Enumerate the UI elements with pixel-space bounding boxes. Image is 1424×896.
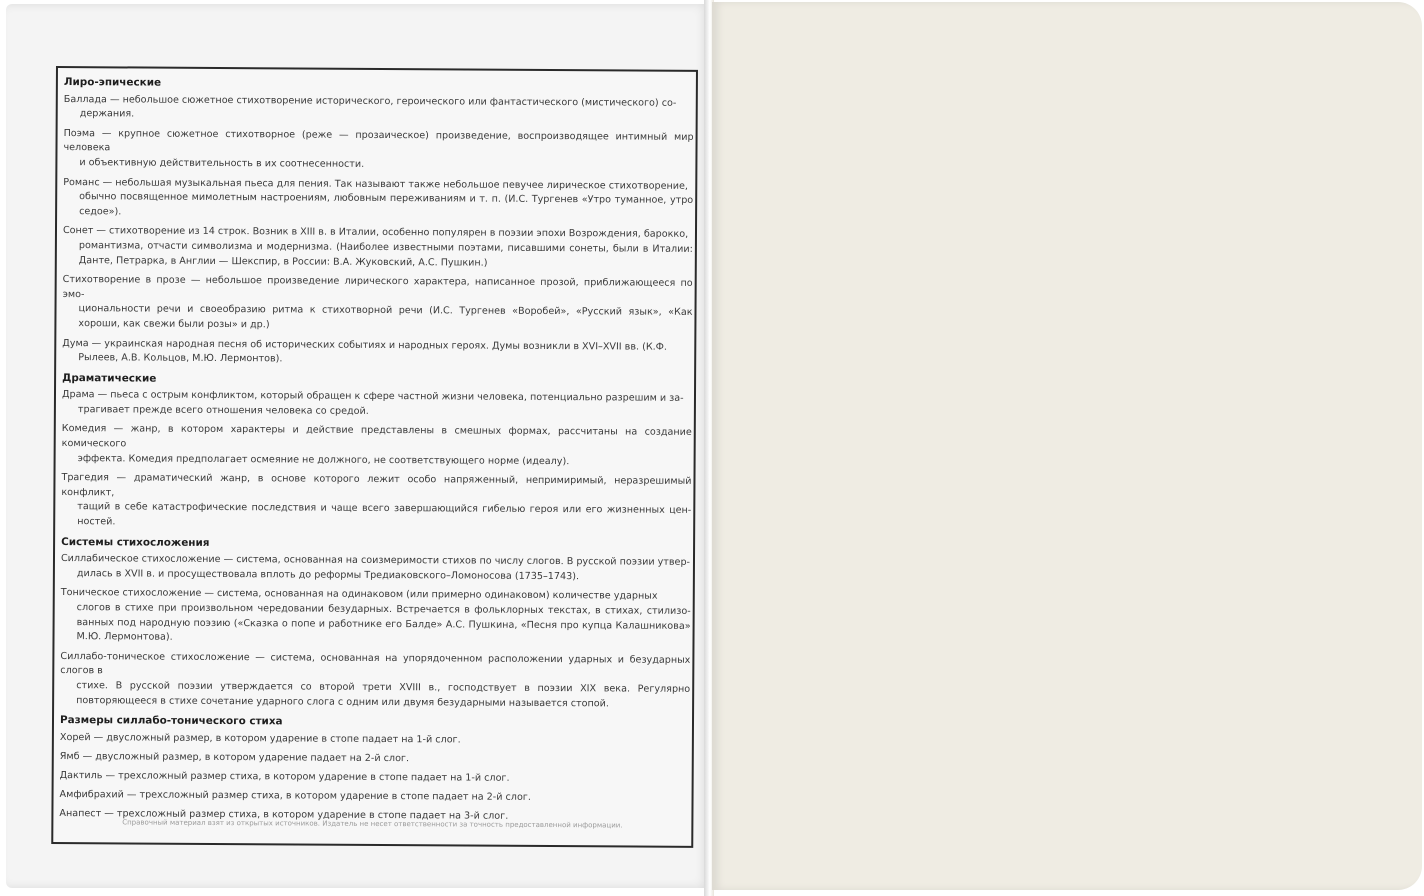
section-heading-meters: Размеры силлабо-тонического стиха [59, 714, 283, 728]
entry-continuation: держания. [79, 108, 135, 120]
entry-continuation: дилась в XVII в. и просуществовала вплоть до реформы Тредиаковского–Ломоносова (1735–1743). [76, 567, 580, 583]
entry-continuation: трагивает прежде всего отношения человека со средой. [77, 404, 369, 417]
entry-first-line: Силлабо-тоническое стихосложение — система, основанная на упорядоченном расположении ударных и безударных слогов в [60, 650, 691, 677]
meter-amphibrach: Амфибрахий — трехсложный размер стиха, в котором ударение в стопе падает на 2-й слог. [59, 788, 531, 803]
reference-content [59, 74, 694, 830]
entry-continuation: тащий в себе катастрофические последствия и чаще всего завершающийся гибелью героя или его жизненных цен- ностей. [77, 501, 692, 528]
entry-first-line: Комедия — жанр, в котором характеры и действие представлены в смешных формах, рассчитаны на создание комического [61, 423, 692, 450]
entry-first-line: Баллада — небольшое сюжетное стихотворение исторического, героического или фантастического (мистического) со- [63, 93, 677, 109]
entry-first-line: Стихотворение в прозе — небольшое произведение лирического характера, написанное прозой, приближающееся по эмо- [62, 274, 693, 300]
meter-dactyl: Дактиль — трехсложный размер стиха, в котором ударение в стопе падает на 1-й слог. [59, 769, 510, 784]
meter-trochee: Хорей — двусложный размер, в котором ударение в стопе падает на 1-й слог. [59, 731, 461, 746]
entry-first-line: Поэма — крупное сюжетное стихотворное (реже — прозаическое) произведение, воспроизводящее интимный мир человека [63, 127, 694, 154]
entry-first-line: Силлабическое стихосложение — система, основанная на соизмеримости стихов по числу слогов. В русской поэзии утвер- [60, 553, 691, 569]
entry-continuation: романтизма, отчасти символизма и модернизма. (Наиболее известными поэтами, писавшими сонеты, были в Италии: Данте, Петрарка, в Англии — Шекспир, в России: В.А. Жуковский, А.С. Пушкин.) [78, 240, 693, 269]
entry-romance [63, 176, 693, 224]
entry-continuation: слогов в стихе при произвольном чередовании безударных. Встречается в фольклорных текстах, в стихах, стилизо- ванных под народную поэзию («Сказка о попе и работнике его Балде» А.С. Пушкина, «Песня про купца Калашникова» М.Ю. Лермонтова). [76, 602, 691, 643]
entry-continuation: Рылеев, А.В. Кольцов, М.Ю. Лермонтов). [78, 352, 283, 365]
entry-continuation: и объективную действительность в их соотнесенности. [79, 157, 365, 170]
entry-sonnet [63, 224, 693, 272]
entry-ballad [64, 93, 694, 126]
entry-continuation: эффекта. Комедия предполагает осмеяние не должного, не соответствующего норме (идеалу). [77, 452, 570, 467]
section-heading-versification: Системы стихосложения [61, 535, 210, 549]
right-page-blank [712, 2, 1422, 890]
entry-continuation: стихе. В русской поэзии утверждается со второй трети XVIII в., господствует в поэзии XIX века. Регулярно повторяющееся в стихе сочетание ударного слога с одним или двумя безударными называется стопой. [76, 680, 691, 709]
entry-poem [63, 127, 693, 175]
entry-tonic [60, 586, 690, 648]
entry-first-line: Трагедия — драматический жанр, в основе которого лежит особо напряженный, непримиримый, неразрешимый конфликт, [61, 472, 692, 499]
entry-first-line: Драма — пьеса с острым конфликтом, который обращен к сфере частной жизни человека, потенциально разрешим и за- [61, 389, 684, 405]
meter-anapest: Анапест — трехсложный размер стиха, в котором ударение в стопе падает на 3-й слог. [59, 807, 509, 822]
entry-syllabo-tonic [60, 650, 690, 712]
reference-frame [51, 66, 698, 848]
entry-first-line: Сонет — стихотворение из 14 строк. Возник в XIII в. в Италии, особенно популярен в поэзии эпохи Возрождения, барокко, [62, 225, 689, 241]
entry-prose-poem [62, 273, 692, 335]
entry-continuation: циональности речи и своеобразию ритма к стихотворной речи (И.С. Тургенев «Воробей», «Русский язык», «Как хороши, как свежи были розы» и др.) [78, 303, 693, 331]
entry-first-line: Тоническое стихосложение — система, основанная на одинаковом (или примерно одинаковом) количестве ударных [60, 587, 658, 603]
entry-continuation: обычно посвященное мимолетным настроениям, любовным переживаниям и т. п. (И.С. Тургенев «Утро туманное, утро седое»). [79, 191, 694, 218]
section-heading-lyro-epic: Лиро-эпические [63, 76, 162, 89]
meter-iamb: Ямб — двусложный размер, в котором ударение падает на 2-й слог. [59, 750, 410, 764]
entry-drama [62, 388, 692, 421]
entry-tragedy [61, 471, 691, 533]
disclaimer-footer: Справочный материал взят из открытых источников. Издатель не несет ответственности за точность предоставленной информации. [122, 818, 623, 830]
section-heading-dramatic: Драматические [62, 371, 157, 385]
entry-comedy [62, 423, 692, 471]
entry-syllabic [61, 552, 691, 585]
entry-duma [62, 337, 692, 370]
entry-first-line: Дума — украинская народная песня об исторических событиях и народных героях. Думы возникли в XVI–XVII вв. (К.Ф. [62, 337, 668, 353]
entry-first-line: Романс — небольшая музыкальная пьеса для пения. Так называют также небольшое певучее лирическое стихотворение, [63, 176, 689, 192]
left-page [6, 4, 710, 888]
